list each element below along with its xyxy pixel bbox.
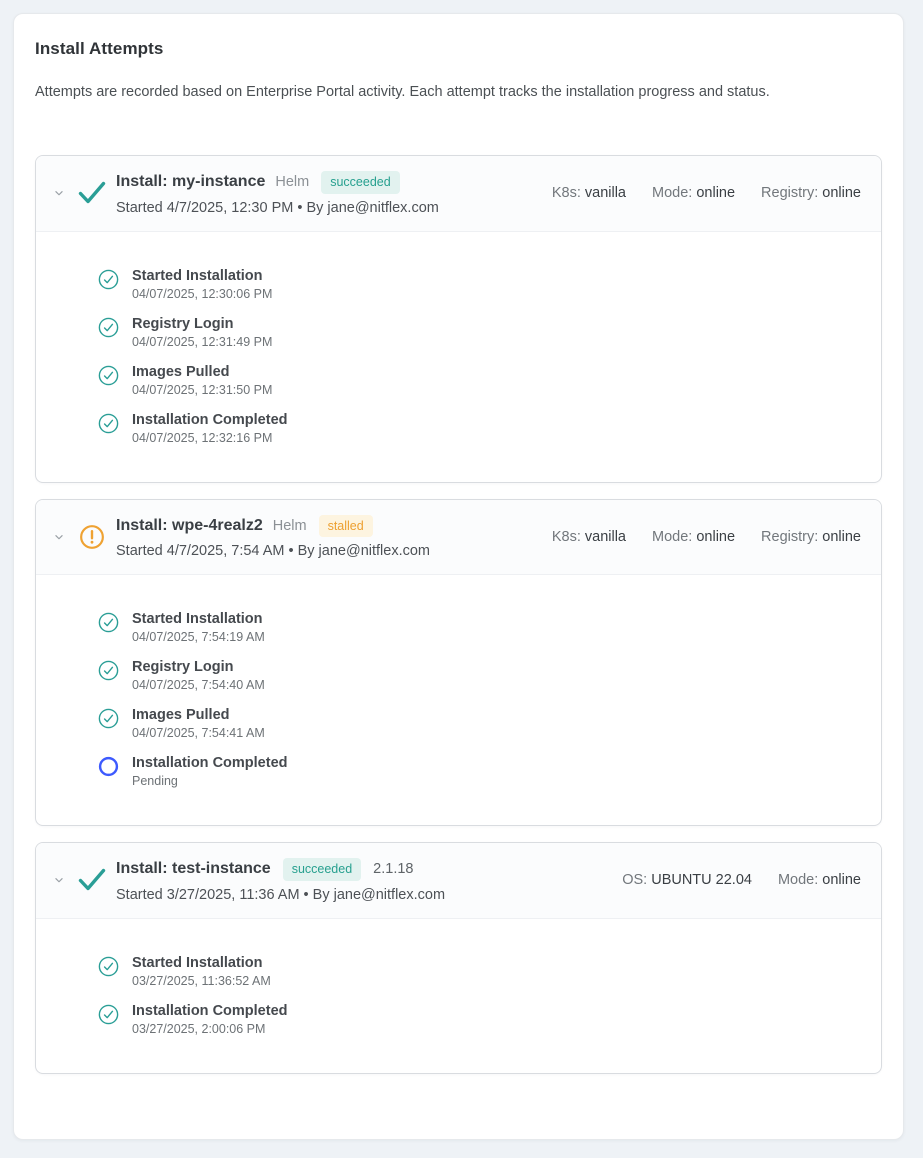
circle-check-icon — [98, 1004, 119, 1025]
step-item — [98, 316, 861, 349]
step-title: Registry Login — [132, 315, 234, 332]
step-item — [98, 611, 861, 644]
meta-item: Registry: online — [761, 185, 861, 202]
attempt-header[interactable] — [36, 843, 881, 919]
check-icon — [76, 181, 108, 205]
step-title: Started Installation — [132, 611, 263, 627]
attempt-title: Install: my-instance — [116, 173, 266, 191]
step-item — [98, 755, 861, 788]
step-title: Installation Completed — [132, 755, 288, 771]
chevron-down-icon[interactable] — [52, 530, 66, 544]
meta-item: OS: UBUNTU 22.04 — [622, 872, 752, 889]
steps-list — [36, 575, 881, 825]
meta-item: Mode: online — [652, 528, 736, 545]
meta-item: Mode: online — [652, 185, 736, 202]
step-item — [98, 955, 861, 988]
meta-item: Registry: online — [761, 528, 861, 545]
attempt-subtitle: Started 4/7/2025, 7:54 AM • By jane@nitflex.com — [116, 543, 430, 559]
attempt-meta — [622, 872, 861, 888]
attempt-card — [35, 842, 882, 1074]
step-time: 04/07/2025, 12:32:16 PM — [132, 430, 273, 445]
step-item — [98, 412, 861, 445]
attempt-header[interactable] — [36, 500, 881, 576]
step-item — [98, 268, 861, 301]
attempt-method: Helm — [275, 174, 310, 191]
status-badge: succeeded — [283, 858, 361, 881]
status-badge: stalled — [319, 515, 373, 538]
chevron-down-icon[interactable] — [52, 186, 66, 200]
step-time: 04/07/2025, 12:31:50 PM — [132, 382, 273, 397]
attempt-card — [35, 499, 882, 827]
attempt-subtitle: Started 3/27/2025, 11:36 AM • By jane@nitflex.com — [116, 886, 446, 903]
step-title: Started Installation — [132, 954, 263, 971]
circle-check-icon — [98, 708, 119, 729]
step-time: Pending — [132, 774, 178, 788]
circle-check-icon — [98, 317, 119, 338]
attempts-list — [35, 155, 882, 1074]
step-item — [98, 1003, 861, 1036]
attempt-subtitle: Started 4/7/2025, 12:30 PM • By jane@nitflex.com — [116, 199, 439, 216]
step-title: Images Pulled — [132, 363, 230, 380]
attempt-title: Install: test-instance — [116, 860, 271, 878]
attempt-title: Install: wpe-4realz2 — [116, 516, 263, 534]
attempt-meta — [552, 185, 861, 201]
attempt-meta — [552, 529, 861, 545]
warning-icon — [76, 524, 108, 550]
check-icon — [76, 868, 108, 892]
attempt-header[interactable] — [36, 156, 881, 232]
circle-pending-icon — [98, 756, 119, 777]
circle-check-icon — [98, 365, 119, 386]
step-time: 04/07/2025, 7:54:41 AM — [132, 726, 265, 740]
status-badge: succeeded — [321, 171, 399, 194]
step-title: Installation Completed — [132, 1002, 288, 1019]
circle-check-icon — [98, 269, 119, 290]
step-title: Images Pulled — [132, 707, 230, 723]
chevron-down-icon[interactable] — [52, 873, 66, 887]
step-time: 04/07/2025, 12:31:49 PM — [132, 334, 273, 349]
attempt-method: Helm — [272, 517, 307, 534]
step-title: Started Installation — [132, 267, 263, 284]
step-item — [98, 659, 861, 692]
circle-check-icon — [98, 660, 119, 681]
install-attempts-panel — [13, 13, 904, 1140]
step-time: 03/27/2025, 2:00:06 PM — [132, 1021, 266, 1036]
circle-check-icon — [98, 413, 119, 434]
steps-list — [36, 232, 881, 482]
attempt-card — [35, 155, 882, 483]
attempt-version: 2.1.18 — [373, 861, 414, 878]
meta-item: Mode: online — [777, 872, 861, 889]
step-time: 04/07/2025, 7:54:19 AM — [132, 630, 265, 644]
page-title: Install Attempts — [35, 39, 164, 58]
circle-check-icon — [98, 956, 119, 977]
step-title: Installation Completed — [132, 411, 288, 428]
step-item — [98, 707, 861, 740]
step-item — [98, 364, 861, 397]
step-time: 03/27/2025, 11:36:52 AM — [132, 973, 271, 988]
step-time: 04/07/2025, 12:30:06 PM — [132, 286, 273, 301]
step-title: Registry Login — [132, 659, 234, 675]
meta-item: K8s: vanilla — [551, 528, 626, 545]
circle-check-icon — [98, 612, 119, 633]
page-description: Attempts are recorded based on Enterprise Portal activity. Each attempt tracks the installation progress and status. — [35, 84, 770, 100]
meta-item: K8s: vanilla — [551, 185, 626, 202]
step-time: 04/07/2025, 7:54:40 AM — [132, 678, 265, 692]
steps-list — [36, 919, 881, 1073]
